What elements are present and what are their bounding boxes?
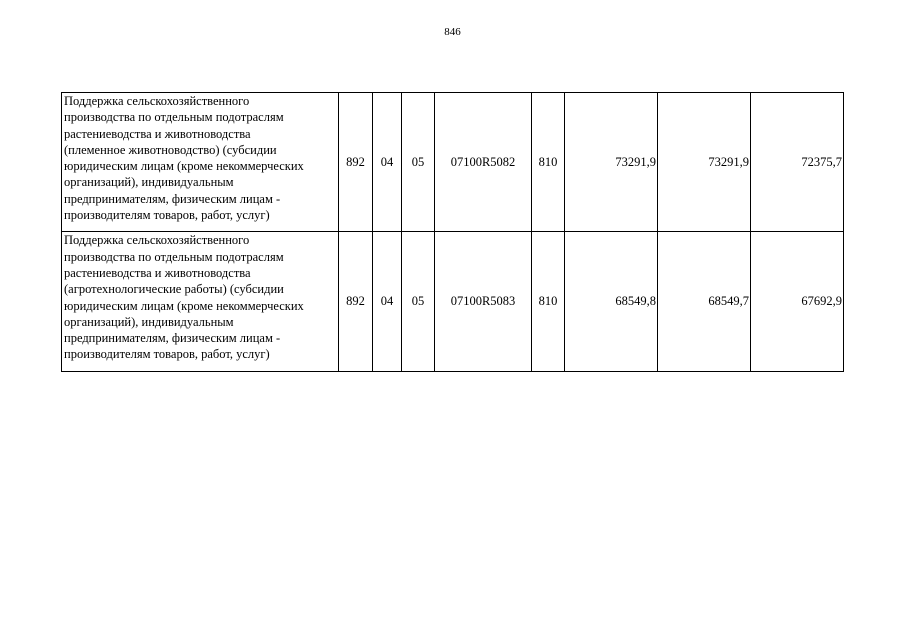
target-article-cell: 07100R5083 bbox=[435, 232, 532, 371]
page-number: 846 bbox=[444, 26, 461, 38]
ministry-code-cell: 892 bbox=[339, 93, 373, 232]
description-cell bbox=[62, 93, 339, 232]
budget-table bbox=[61, 92, 844, 372]
table-row bbox=[62, 232, 844, 371]
expense-type-cell: 810 bbox=[532, 93, 565, 232]
description-line: организаций), индивидуальным bbox=[64, 175, 234, 190]
description-line: производства по отдельным подотраслям bbox=[64, 110, 284, 125]
description-cell bbox=[62, 232, 339, 371]
description-line: производителям товаров, работ, услуг) bbox=[64, 347, 270, 362]
expense-type-cell: 810 bbox=[532, 232, 565, 371]
description-line: юридическим лицам (кроме некоммерческих bbox=[64, 159, 304, 174]
amount-cell-2: 73291,9 bbox=[658, 93, 751, 232]
description-line: предпринимателям, физическим лицам - bbox=[64, 331, 281, 346]
description-line: (племенное животноводство) (субсидии bbox=[64, 142, 277, 157]
description-line: производителям товаров, работ, услуг) bbox=[64, 208, 270, 223]
subsection-code-cell: 05 bbox=[402, 93, 435, 232]
description-line: (агротехнологические работы) (субсидии bbox=[64, 282, 284, 297]
description-line: организаций), индивидуальным bbox=[64, 314, 234, 329]
section-code-cell: 04 bbox=[373, 93, 402, 232]
ministry-code-cell: 892 bbox=[339, 232, 373, 371]
amount-cell-3: 72375,7 bbox=[751, 93, 844, 232]
amount-cell-1: 68549,8 bbox=[565, 232, 658, 371]
description-line: растениеводства и животноводства bbox=[64, 265, 251, 280]
description-line: юридическим лицам (кроме некоммерческих bbox=[64, 298, 304, 313]
amount-cell-1: 73291,9 bbox=[565, 93, 658, 232]
description-line: Поддержка сельскохозяйственного bbox=[64, 233, 250, 248]
subsection-code-cell: 05 bbox=[402, 232, 435, 371]
description-line: производства по отдельным подотраслям bbox=[64, 249, 284, 264]
section-code-cell: 04 bbox=[373, 232, 402, 371]
description-line: растениеводства и животноводства bbox=[64, 126, 251, 141]
table-row bbox=[62, 93, 844, 232]
description-line: Поддержка сельскохозяйственного bbox=[64, 94, 250, 108]
amount-cell-2: 68549,7 bbox=[658, 232, 751, 371]
target-article-cell: 07100R5082 bbox=[435, 93, 532, 232]
description-line: предпринимателям, физическим лицам - bbox=[64, 191, 281, 206]
amount-cell-3: 67692,9 bbox=[751, 232, 844, 371]
